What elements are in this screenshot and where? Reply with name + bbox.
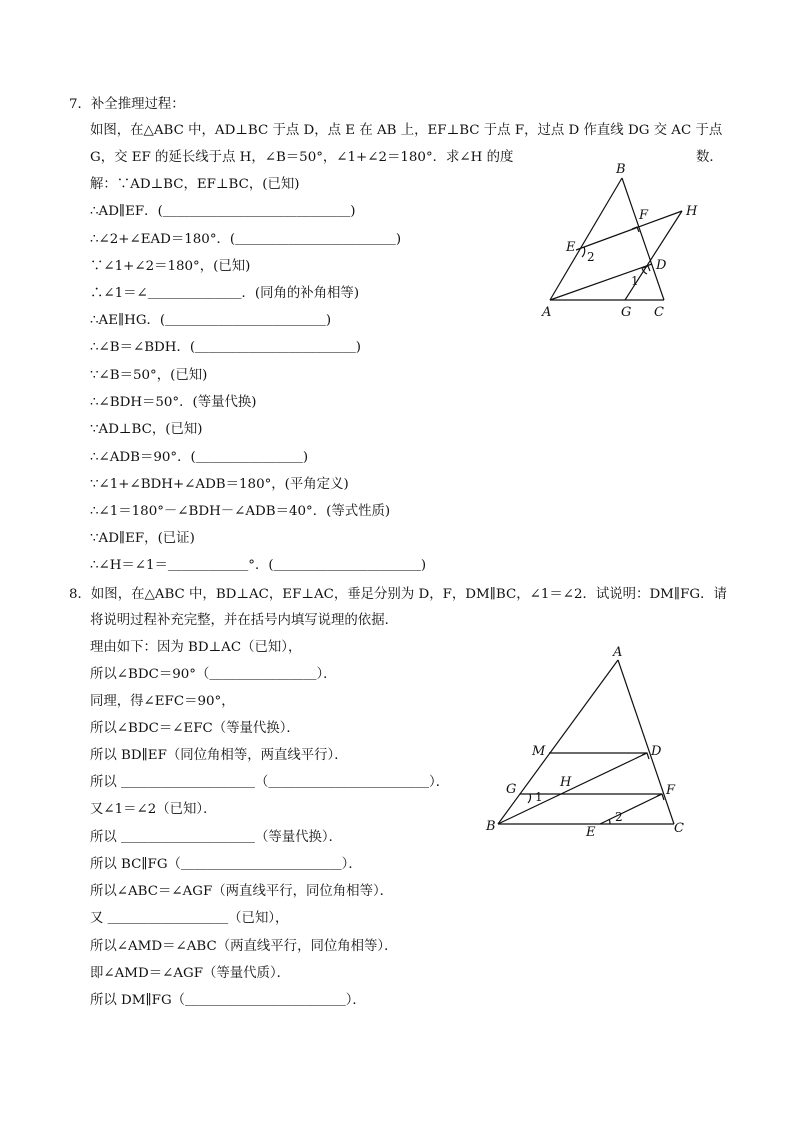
label-angle-1: 1 xyxy=(631,274,639,288)
label-F: F xyxy=(639,208,649,223)
segment-AB xyxy=(498,660,618,824)
label-F: F xyxy=(666,783,676,798)
q8-line: 理由如下：因为 BD⊥AC（已知）， xyxy=(90,640,302,655)
label-G: G xyxy=(621,305,632,320)
segment-EH xyxy=(576,211,682,250)
q7-line: ∴∠ADB＝90°．(＿＿＿＿＿＿＿＿) xyxy=(90,450,309,465)
q8-line: 又∠1＝∠2（已知）． xyxy=(90,802,217,817)
angle-2-arc xyxy=(609,819,610,824)
label-D: D xyxy=(656,258,667,273)
q7-line: 数． xyxy=(696,150,723,165)
q7-line: ∴∠H＝∠1＝＿＿＿＿＿＿°．(＿＿＿＿＿＿＿＿＿＿＿) xyxy=(90,558,427,573)
q7-line: 解：∵AD⊥BC，EF⊥BC，(已知) xyxy=(90,177,300,192)
label-angle-1: 1 xyxy=(535,790,543,804)
q8-line: 所以 BD∥EF（同位角相等，两直线平行）． xyxy=(90,748,348,763)
label-B: B xyxy=(616,162,626,177)
label-A: A xyxy=(613,645,623,660)
q7-line: ∴∠1＝∠＿＿＿＿＿＿＿．(同角的补角相等) xyxy=(90,286,360,301)
q8-line: 所以∠ABC＝∠AGF（两直线平行，同位角相等）． xyxy=(90,884,394,899)
label-H: H xyxy=(686,204,698,219)
label-B: B xyxy=(486,819,496,834)
q8-triangle-figure xyxy=(482,640,694,840)
q7-line: G，交 EF 的延长线于点 H，∠B＝50°，∠1+∠2＝180°．求∠H 的度 xyxy=(90,150,514,165)
q7-line: ∵∠1+∠BDH+∠ADB＝180°，(平角定义) xyxy=(90,477,349,492)
q7-line: 如图，在△ABC 中，AD⊥BC 于点 D，点 E 在 AB 上，EF⊥BC 于点 F，过点 D 作直线 DG 交 AC 于点 xyxy=(90,123,723,138)
right-angle-D xyxy=(642,753,649,759)
q7-line: ∵AD∥EF，(已证) xyxy=(90,531,195,546)
label-M: M xyxy=(532,744,546,759)
label-angle-2: 2 xyxy=(615,810,623,824)
q7-line: ∴∠BDH＝50°．(等量代换) xyxy=(90,395,257,410)
q7-title: 7．补全推理过程： xyxy=(69,97,185,112)
angle-2-arc xyxy=(582,247,585,257)
segment-AB xyxy=(550,178,622,300)
q8-line: 所以∠BDC＝90°（＿＿＿＿＿＿＿＿）． xyxy=(90,667,337,682)
q8-line: 即∠AMD＝∠AGF（等量代质）． xyxy=(90,966,291,981)
label-D: D xyxy=(651,744,662,759)
q8-title: 8．如图，在△ABC 中，BD⊥AC，EF⊥AC，垂足分别为 D，F，DM∥BC，∠1＝∠2．试说明：DM∥FG．请 xyxy=(69,587,727,602)
label-C: C xyxy=(674,821,684,836)
q8-line: 所以 BC∥FG（＿＿＿＿＿＿＿＿＿＿＿＿）． xyxy=(90,857,362,872)
segment-BD xyxy=(498,753,647,824)
q7-line: ∴AE∥HG．(＿＿＿＿＿＿＿＿＿＿＿＿) xyxy=(90,313,332,328)
q7-line: ∴∠B＝∠BDH．(＿＿＿＿＿＿＿＿＿＿＿＿) xyxy=(90,340,361,355)
label-angle-2: 2 xyxy=(587,250,595,264)
q7-line: ∵AD⊥BC，(已知) xyxy=(90,422,203,437)
label-G: G xyxy=(506,782,517,797)
q8-line: 所以 DM∥FG（＿＿＿＿＿＿＿＿＿＿＿＿）． xyxy=(90,993,366,1008)
q7-triangle-figure xyxy=(536,158,716,324)
label-H: H xyxy=(560,775,572,790)
angle-1-arc xyxy=(528,794,530,803)
q8-line: 所以∠AMD＝∠ABC（两直线平行，同位角相等）． xyxy=(90,939,398,954)
q8-line: 同理，得∠EFC＝90°， xyxy=(90,694,235,709)
label-C: C xyxy=(654,305,664,320)
label-A: A xyxy=(542,305,552,320)
right-angle-F xyxy=(657,794,664,800)
label-E: E xyxy=(586,825,596,840)
q8-line: 所以 ＿＿＿＿＿＿＿＿＿＿（＿＿＿＿＿＿＿＿＿＿＿＿）． xyxy=(90,775,450,790)
q7-line: ∵∠1+∠2＝180°，(已知) xyxy=(90,259,251,274)
q8-line: 将说明过程补充完整，并在括号内填写说理的依据． xyxy=(90,613,398,628)
segment-BC xyxy=(622,178,664,300)
q8-line: 所以 ＿＿＿＿＿＿＿＿＿＿（等量代换）． xyxy=(90,830,342,845)
segment-AC xyxy=(618,660,674,824)
q7-line: ∵∠B＝50°，(已知) xyxy=(90,368,208,383)
label-E: E xyxy=(566,240,576,255)
q8-line: 所以∠BDC＝∠EFC（等量代换）． xyxy=(90,721,300,736)
q8-line: 又 ＿＿＿＿＿＿＿＿＿（已知）， xyxy=(90,911,289,926)
q7-line: ∴∠2+∠EAD＝180°．(＿＿＿＿＿＿＿＿＿＿＿＿) xyxy=(90,232,402,247)
q7-line: ∴∠1＝180°－∠BDH－∠ADB＝40°．(等式性质) xyxy=(90,504,391,519)
q7-line: ∴AD∥EF．(＿＿＿＿＿＿＿＿＿＿＿＿＿＿) xyxy=(90,204,356,219)
